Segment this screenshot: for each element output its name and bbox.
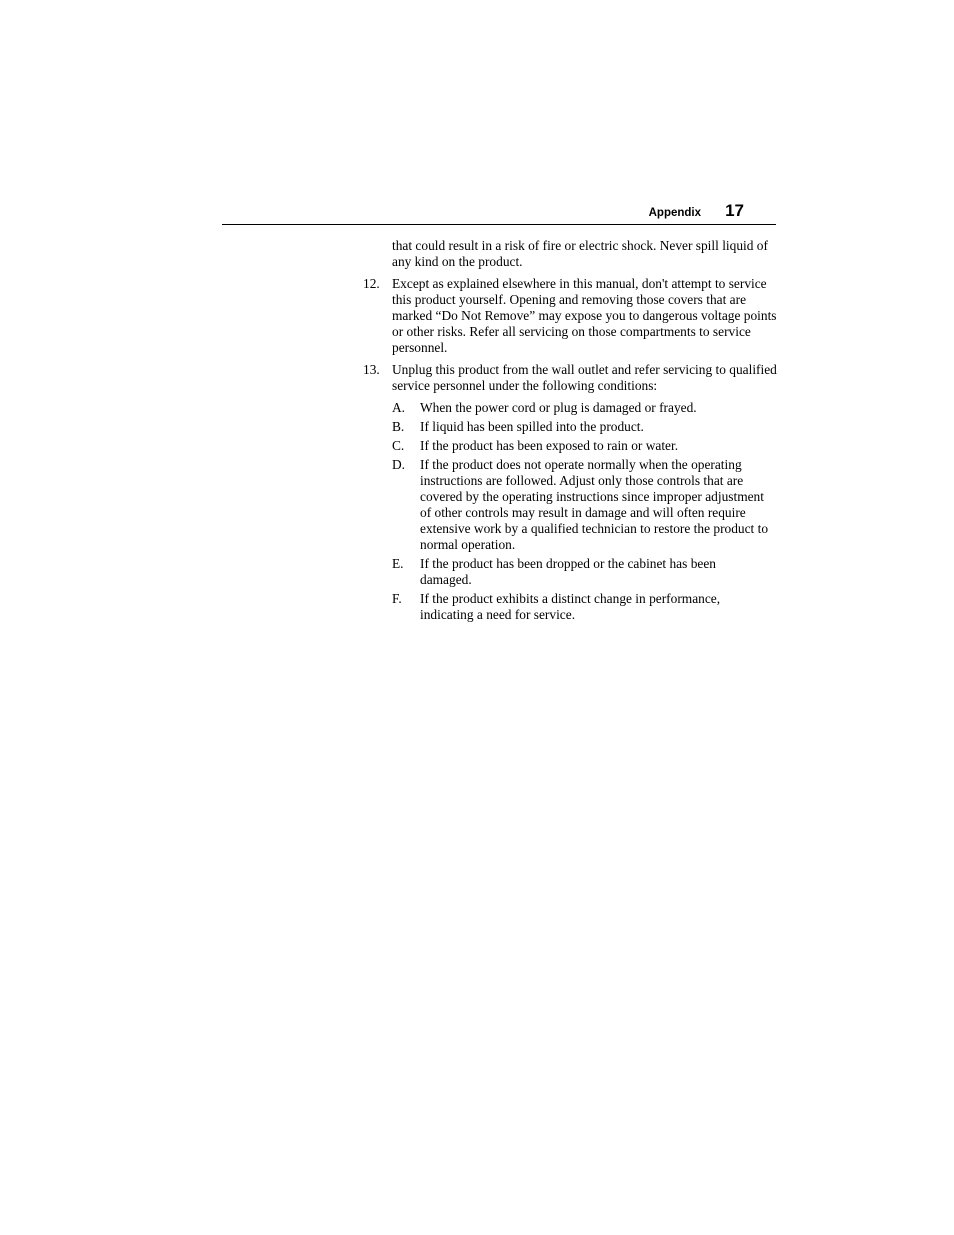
condition-item-e (392, 556, 770, 588)
condition-letter: D. (392, 457, 406, 472)
condition-letter: F. (392, 591, 402, 606)
section-title: Appendix (648, 207, 701, 219)
condition-letter: B. (392, 419, 405, 434)
continued-paragraph: that could result in a risk of fire or electric shock. Never spill liquid of any kind on the product. (392, 238, 768, 269)
condition-text: If the product does not operate normally when the operating instructions are followed. Adjust only those controls that are covered by the operating instructions since improper adjustment of other controls may result in damage and will often require extensive work by a qualified technician to restore the product to normal operation. (420, 457, 769, 552)
condition-item-c (392, 438, 770, 454)
condition-list (392, 400, 778, 623)
condition-text: If liquid has been spilled into the product. (420, 419, 644, 434)
page-body (363, 238, 778, 629)
condition-letter: C. (392, 438, 405, 453)
condition-text: If the product has been exposed to rain or water. (420, 438, 679, 453)
page-number: 17 (725, 201, 744, 220)
condition-text: When the power cord or plug is damaged or frayed. (420, 400, 697, 415)
condition-letter: E. (392, 556, 404, 571)
list-item-13 (363, 362, 778, 623)
list-item-number: 12. (363, 276, 380, 291)
list-item-number: 13. (363, 362, 380, 377)
condition-item-b (392, 419, 770, 435)
condition-text: If the product exhibits a distinct change in performance, indicating a need for service. (420, 591, 721, 622)
condition-item-a (392, 400, 770, 416)
condition-text: If the product has been dropped or the cabinet has been damaged. (420, 556, 716, 587)
condition-letter: A. (392, 400, 406, 415)
page-header (222, 200, 776, 225)
list-item-text: Except as explained elsewhere in this manual, don't attempt to service this product yourself. Opening and removing those covers that are marked “Do Not Remove” may expose you to dangerous voltage points or other risks. Refer all servicing on those compartments to service personnel. (392, 276, 777, 355)
list-item-text: Unplug this product from the wall outlet and refer servicing to qualified service personnel under the following conditions: (392, 362, 777, 393)
condition-item-d (392, 457, 770, 553)
condition-item-f (392, 591, 770, 623)
list-item-12 (363, 276, 778, 356)
